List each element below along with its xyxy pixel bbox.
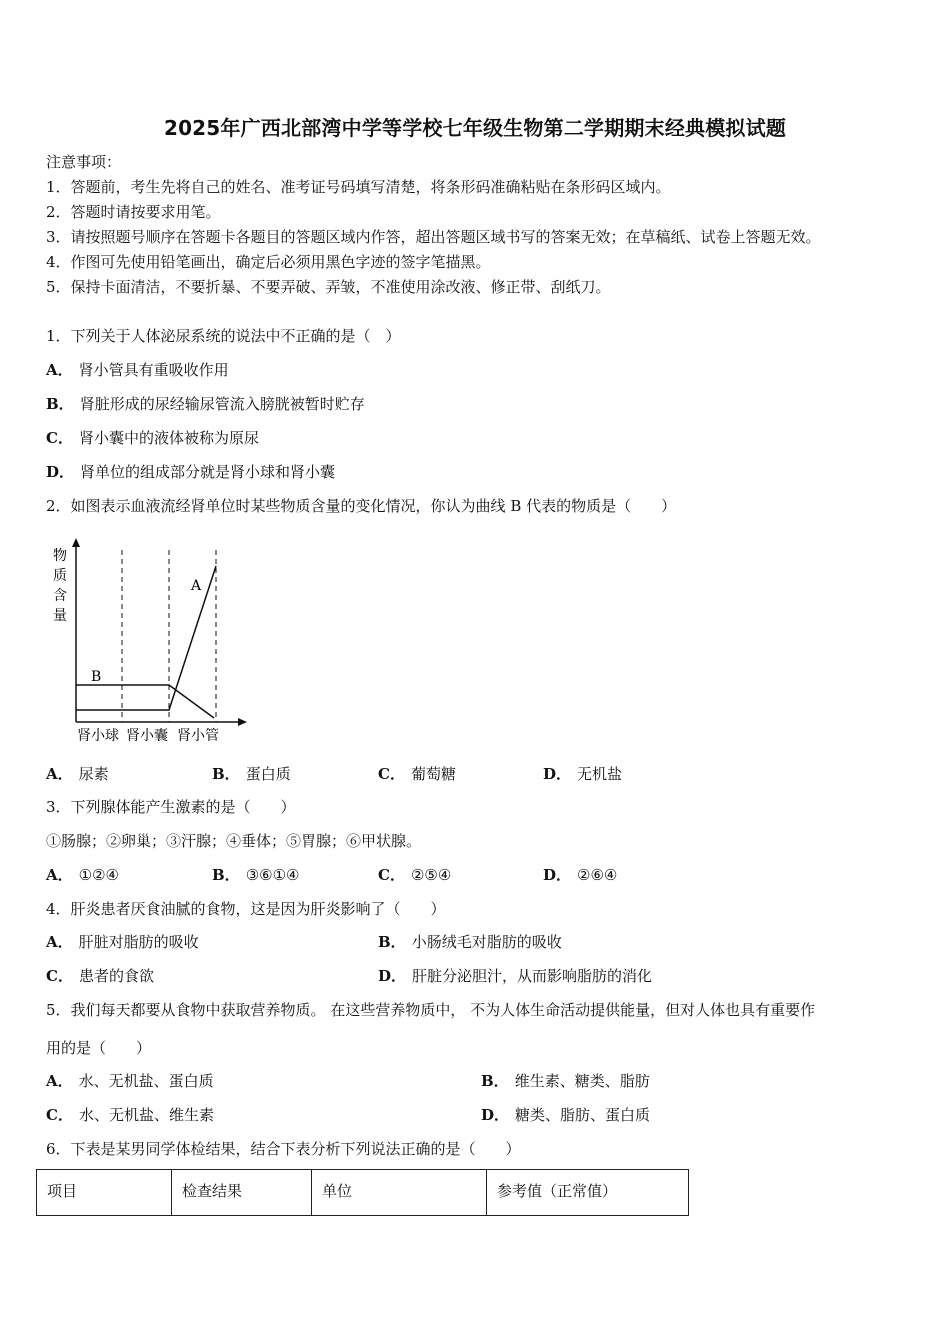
option-text: 无机盐 (577, 765, 623, 783)
q4-option-b (378, 932, 562, 952)
table-header-cell: 单位 (312, 1170, 487, 1216)
table-header-cell: 检查结果 (172, 1170, 312, 1216)
curve-b-label: B (91, 669, 102, 685)
q3-option-d (543, 865, 617, 885)
option-label: B． (481, 1072, 509, 1090)
q1-option-b (46, 394, 365, 414)
y-axis-arrow-icon (72, 538, 80, 547)
option-text: 肝脏分泌胆汁，从而影响脂肪的消化 (412, 967, 653, 985)
option-text: ②⑥④ (577, 866, 618, 884)
option-text: 肾脏形成的尿经输尿管流入膀胱被暂时贮存 (79, 395, 365, 413)
q5-option-a (46, 1071, 214, 1091)
q1-option-c (46, 428, 259, 448)
question-3-sub: ①肠腺；②卵巢；③汗腺；④垂体；⑤胃腺；⑥甲状腺。 (46, 832, 422, 850)
y-axis-label-char: 含 (53, 588, 67, 604)
option-label: A． (46, 933, 73, 951)
option-label: C． (378, 765, 405, 783)
option-text: 肾单位的组成部分就是肾小球和肾小囊 (80, 463, 336, 481)
q5-option-b (481, 1071, 650, 1091)
option-label: A． (46, 765, 73, 783)
note-item: 5．保持卡面清洁，不要折暴、不要弄破、弄皱，不准使用涂改液、修正带、刮纸刀。 (46, 278, 611, 296)
option-label: D． (378, 967, 407, 985)
question-1-stem: 1．下列关于人体泌尿系统的说法中不正确的是（ ） (46, 327, 401, 345)
note-item: 3．请按照题号顺序在答题卡各题目的答题区域内作答，超出答题区域书写的答案无效；在草稿纸、试卷上答题无效。 (46, 228, 821, 246)
q4-option-a (46, 932, 199, 952)
option-label: D． (543, 866, 572, 884)
option-label: A． (46, 1072, 73, 1090)
q4-option-c (46, 966, 154, 986)
question-5-stem: 5．我们每天都要从食物中获取营养物质。 在这些营养物质中， 不为人体生命活动提供能量，但对人体也具有重要作 (46, 1001, 816, 1019)
option-text: ②⑤④ (410, 866, 452, 884)
q2-option-b (212, 764, 291, 784)
curve-a-label: A (191, 578, 202, 594)
q5-option-d (481, 1105, 650, 1125)
note-item: 4．作图可先使用铅笔画出，确定后必须用黑色字迹的签字笔描黑。 (46, 253, 491, 271)
note-item: 2．答题时请按要求用笔。 (46, 203, 221, 221)
option-text: 肾小囊中的液体被称为原尿 (78, 429, 259, 447)
q3-option-a (46, 865, 119, 885)
option-label: B． (46, 395, 74, 413)
note-item: 1．答题前，考生先将自己的姓名、准考证号码填写清楚，将条形码准确粘贴在条形码区域内。 (46, 178, 671, 196)
y-axis-label-char: 量 (53, 608, 67, 624)
option-text: 糖类、脂肪、蛋白质 (515, 1106, 651, 1124)
x-axis-label: 肾小管 (177, 728, 219, 744)
q2-option-a (46, 764, 109, 784)
table-header-cell: 项目 (37, 1170, 172, 1216)
option-text: 维生素、糖类、脂肪 (514, 1072, 650, 1090)
option-text: 小肠绒毛对脂肪的吸收 (411, 933, 562, 951)
q2-option-c (378, 764, 456, 784)
option-label: B． (212, 866, 240, 884)
option-label: B． (378, 933, 406, 951)
option-label: C． (46, 1106, 73, 1124)
option-label: B． (212, 765, 240, 783)
q4-option-d (378, 966, 652, 986)
curve-b (76, 685, 214, 718)
question-5-stem-cont: 用的是（ ） (46, 1039, 152, 1057)
option-label: C． (46, 967, 73, 985)
option-text: 水、无机盐、蛋白质 (78, 1072, 214, 1090)
option-label: C． (46, 429, 73, 447)
x-axis-label: 肾小囊 (126, 728, 168, 744)
option-text: 尿素 (78, 765, 109, 783)
option-text: 患者的食欲 (78, 967, 154, 985)
x-axis-label: 肾小球 (77, 728, 119, 744)
option-label: D． (46, 463, 75, 481)
exam-title: 2025年广西北部湾中学等学校七年级生物第二学期期末经典模拟试题 (163, 116, 787, 140)
option-label: C． (378, 866, 405, 884)
kidney-substance-figure (46, 538, 256, 748)
q2-option-d (543, 764, 622, 784)
question-2-stem: 2．如图表示血液流经肾单位时某些物质含量的变化情况，你认为曲线 B 代表的物质是（ ） (46, 497, 677, 515)
option-text: ①②④ (78, 866, 119, 884)
q5-option-c (46, 1105, 214, 1125)
option-text: ③⑥①④ (245, 866, 300, 884)
question-6-stem: 6．下表是某男同学体检结果，结合下表分析下列说法正确的是（ ） (46, 1140, 521, 1158)
y-axis-label-char: 质 (53, 568, 67, 584)
q1-option-d (46, 462, 335, 482)
question-3-stem: 3．下列腺体能产生激素的是（ ） (46, 798, 296, 816)
option-text: 水、无机盐、维生素 (78, 1106, 214, 1124)
table-header-cell: 参考值（正常值） (487, 1170, 689, 1216)
y-axis-label-char: 物 (53, 548, 67, 564)
health-check-table (36, 1169, 689, 1216)
option-text: 肾小管具有重吸收作用 (78, 361, 229, 379)
option-text: 蛋白质 (245, 765, 291, 783)
question-4-stem: 4．肝炎患者厌食油腻的食物，这是因为肝炎影响了（ ） (46, 900, 446, 918)
option-label: A． (46, 866, 73, 884)
option-label: D． (481, 1106, 510, 1124)
table-header-row (37, 1170, 689, 1216)
q3-option-b (212, 865, 299, 885)
q3-option-c (378, 865, 451, 885)
q1-option-a (46, 360, 229, 380)
option-label: A． (46, 361, 73, 379)
option-text: 肝脏对脂肪的吸收 (78, 933, 199, 951)
option-text: 葡萄糖 (410, 765, 456, 783)
option-label: D． (543, 765, 572, 783)
x-axis-arrow-icon (238, 718, 247, 726)
notes-header: 注意事项： (46, 153, 122, 171)
